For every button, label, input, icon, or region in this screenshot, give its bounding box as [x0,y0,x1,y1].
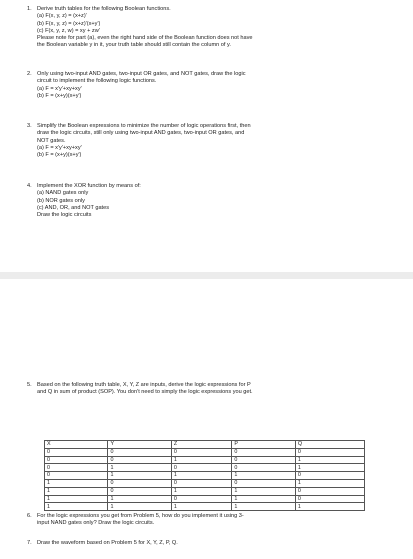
question-text: circuit to implement the following logic functions. [37,78,157,85]
table-row [45,479,365,487]
question-number: 2. [27,71,32,77]
table-cell: 0 [108,456,171,464]
table-cell: 0 [232,479,295,487]
question-number: 5. [27,382,32,388]
table-row [45,464,365,472]
table-cell: 1 [108,464,171,472]
table-row [45,472,365,480]
table-cell: 1 [108,503,171,511]
table-row [45,456,365,464]
column-header-y: Y [108,441,171,449]
question-part-c: (c) F(x, y, z, w) = xy + zw' [37,27,100,34]
table-cell: 1 [295,456,364,464]
question-instruction: Draw the logic circuits [37,212,92,219]
question-2 [27,71,367,100]
question-text: draw the logic circuits, still only using two-input AND gates, two-input OR gates, and [37,130,245,137]
question-part-a: (a) F = x'y'+xy+xy' [37,144,82,151]
question-part-a: (a) F(x, y, z) = (x+z)' [37,13,87,20]
question-part-b: (b) F = (x+y)(x+y') [37,152,82,159]
table-cell: 0 [45,448,108,456]
question-part-c: (c) AND, OR, and NOT gates [37,204,110,211]
table-cell: 0 [45,464,108,472]
table-cell: 0 [171,495,231,503]
table-cell: 1 [108,495,171,503]
question-number: 4. [27,183,32,189]
column-header-z: Z [171,441,231,449]
table-cell: 1 [45,487,108,495]
question-part-b: (b) F = (x+y)(x+y') [37,92,82,99]
question-1 [27,6,367,50]
table-cell: 1 [295,479,364,487]
table-cell: 1 [45,503,108,511]
table-cell: 0 [232,448,295,456]
question-note: the Boolean variable y in it, your truth table should still contain the column of y. [37,42,231,49]
table-cell: 1 [171,487,231,495]
table-cell: 1 [171,472,231,480]
column-header-q: Q [295,441,364,449]
question-6 [27,513,367,528]
table-cell: 0 [295,487,364,495]
table-row [45,495,365,503]
table-row [45,448,365,456]
table-cell: 1 [295,464,364,472]
question-part-a: (a) NAND gates only [37,190,89,197]
document-page-1 [0,0,413,272]
column-header-x: X [45,441,108,449]
table-cell: 0 [232,456,295,464]
question-text: For the logic expressions you get from Problem 5, how do you implement it using 3- [37,513,244,519]
table-cell: 0 [108,479,171,487]
table-cell: 1 [232,487,295,495]
table-cell: 1 [108,472,171,480]
table-cell: 1 [232,495,295,503]
question-3 [27,123,367,159]
question-text: NOT gates. [37,137,66,144]
question-4 [27,183,367,219]
table-cell: 0 [108,487,171,495]
question-note: Please note for part (a), even the right hand side of the Boolean function does not have [37,35,253,42]
column-header-p: P [232,441,295,449]
table-cell: 0 [171,479,231,487]
question-5 [27,382,367,397]
question-number: 6. [27,513,32,519]
table-cell: 0 [232,464,295,472]
table-row [45,487,365,495]
truth-table [44,440,365,511]
table-cell: 0 [295,495,364,503]
table-cell: 1 [295,503,364,511]
question-part-b: (b) F(x, y, z) = (x+z)'(x+y') [37,20,101,27]
table-cell: 1 [171,503,231,511]
table-cell: 0 [45,456,108,464]
question-text: Implement the XOR function by means of: [37,183,141,189]
table-cell: 1 [171,456,231,464]
question-text: Simplify the Boolean expressions to minimize the number of logic operations first, then [37,123,251,129]
document-page-2 [0,279,413,559]
table-cell: 0 [171,464,231,472]
table-cell: 0 [295,472,364,480]
table-row [45,503,365,511]
table-cell: 0 [45,472,108,480]
table-header-row [45,441,365,449]
question-number: 1. [27,6,32,12]
table-cell: 1 [45,479,108,487]
question-part-a: (a) F = x'y'+xy+xy' [37,85,82,92]
table-cell: 1 [45,495,108,503]
question-text: and Q in sum of product (SOP). You don't need to simply the logic expressions you get. [37,389,253,396]
table-cell: 1 [232,472,295,480]
question-text: Draw the waveform based on Problem 5 for X, Y, Z, P, Q. [37,540,178,546]
question-text: Only using two-input AND gates, two-input OR gates, and NOT gates, draw the logic [37,71,246,77]
question-text: Based on the following truth table, X, Y, Z are inputs, derive the logic expressions for P [37,382,251,388]
question-text: Derive truth tables for the following Boolean functions. [37,6,171,12]
question-number: 3. [27,123,32,129]
question-7 [27,540,367,547]
table-cell: 0 [295,448,364,456]
question-number: 7. [27,540,32,546]
table-cell: 1 [232,503,295,511]
question-text: input NAND gates only? Draw the logic circuits. [37,520,155,527]
question-part-b: (b) NOR gates only [37,197,85,204]
table-cell: 0 [171,448,231,456]
table-cell: 0 [108,448,171,456]
